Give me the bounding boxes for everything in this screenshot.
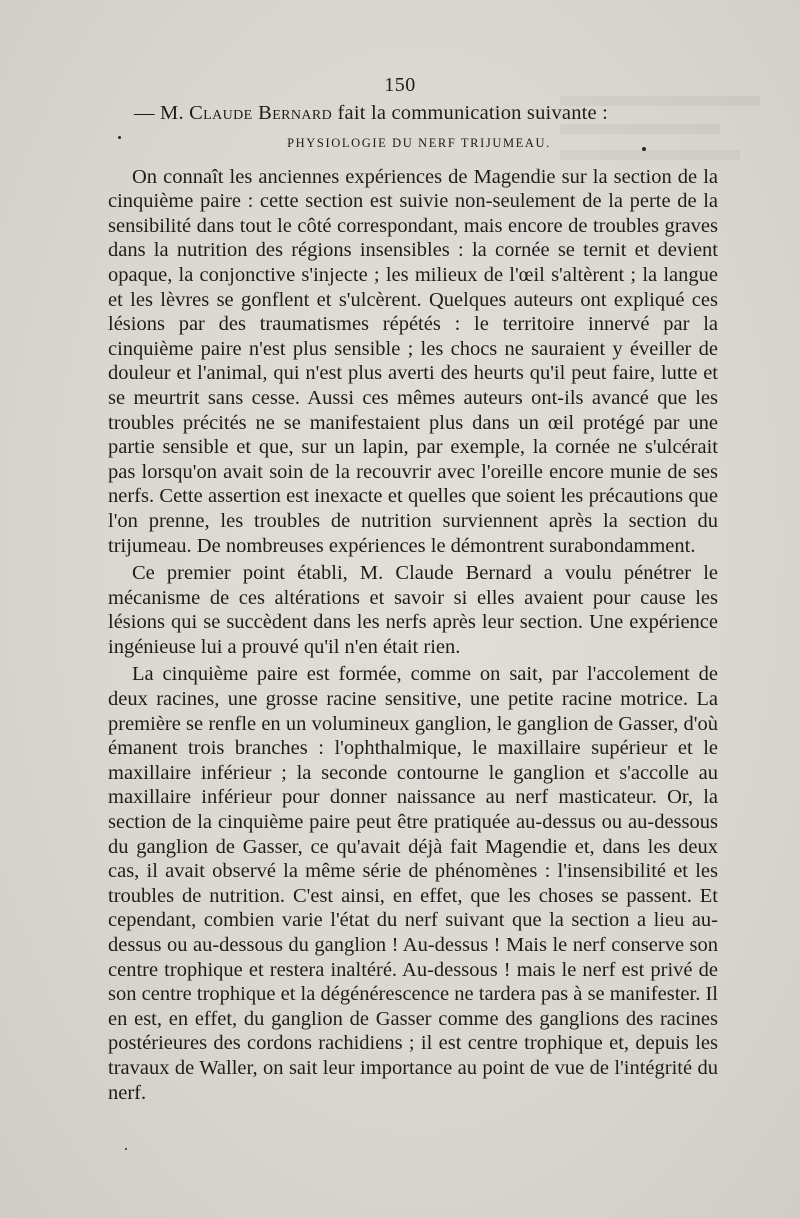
page-body [108,101,718,1105]
section-heading: PHYSIOLOGIE DU NERF TRIJUMEAU. [287,135,551,150]
intro-suffix: fait la communication suivante : [332,102,609,124]
ink-speck [125,1148,127,1150]
communication-intro [134,101,718,126]
body-paragraph: Ce premier point établi, M. Claude Bernard a voulu pénétrer le mécanisme de ces altérations et savoir si elles avaient pour cause les lésions qui se succèdent dans les nerfs après leur section. Une expérience ingénieuse lui a prouvé qu'il n'en était rien. [108,562,718,658]
body-paragraph: La cinquième paire est formée, comme on sait, par l'accolement de deux racines, une grosse racine sensitive, une petite racine motrice. La première se renfle en un volumineux ganglion, le ganglion de Gasser, d'où émanent trois branches : l'ophthalmique, le maxillaire supérieur et le maxillaire inférieur ; la seconde contourne le ganglion et s'accolle au maxillaire inférieur pour donner naissance au nerf masticateur. Or, la section de la cinquième paire peut être pratiquée au-dessus ou au-dessous du ganglion de Gasser, ce qu'avait déjà fait Magendie et, dans les deux cas, il avait observé la même série de phénomènes : l'insensibilité et les troubles de nutrition. C'est ainsi, en effet, que les choses se passent. Et cependant, combien varie l'état du nerf suivant que la section a lieu au-dessus ou au-dessous du ganglion ! Au-dessus ! Mais le nerf conserve son centre trophique et restera inaltéré. Au-dessous ! mais le nerf est privé de son centre trophique et la dégénérescence ne tardera pas à se manifester. Il en est, en effet, du ganglion de Gasser comme des ganglions des racines postérieures des cordons rachidiens ; il est centre trophique et, depuis les travaux de Waller, on sait leur importance au point de vue de l'intégrité du nerf. [108,663,718,1104]
author-name: Claude Bernard [189,102,333,124]
body-paragraph: On connaît les anciennes expériences de Magendie sur la section de la cinquième paire : cette section est suivie non-seulement de la perte de la sensibilité dans tout le côté correspondant, mais encore de troubles graves dans la nutrition des régions insensibles : la cornée se ternit et devient opaque, la conjonctive s'injecte ; les milieux de l'œil s'altèrent ; la langue et les lèvres se gonflent et s'ulcèrent. Quelques auteurs ont expliqué ces lésions par des traumatismes répétés : le territoire innervé par la cinquième paire n'est plus sensible ; les chocs ne sauraient y éveiller de douleur et l'animal, qui n'est plus averti des heurts qu'il peut faire, lutte et se meurtrit sans cesse. Aussi ces mêmes auteurs ont-ils avancé que les troubles précités ne se manifestaient plus dans un œil protégé par une partie sensible et que, sur un lapin, par exemple, la cornée ne s'ulcérait pas lorsqu'on avait soin de la recouvrir avec l'oreille encore munie de ses nerfs. Cette assertion est inexacte et quelles que soient les précautions que l'on prenne, les troubles de nutrition surviennent après la section du trijumeau. De nombreuses expériences le démontrent surabondamment. [108,165,718,557]
intro-prefix: — M. [134,102,190,124]
page-number: 150 [384,74,416,96]
